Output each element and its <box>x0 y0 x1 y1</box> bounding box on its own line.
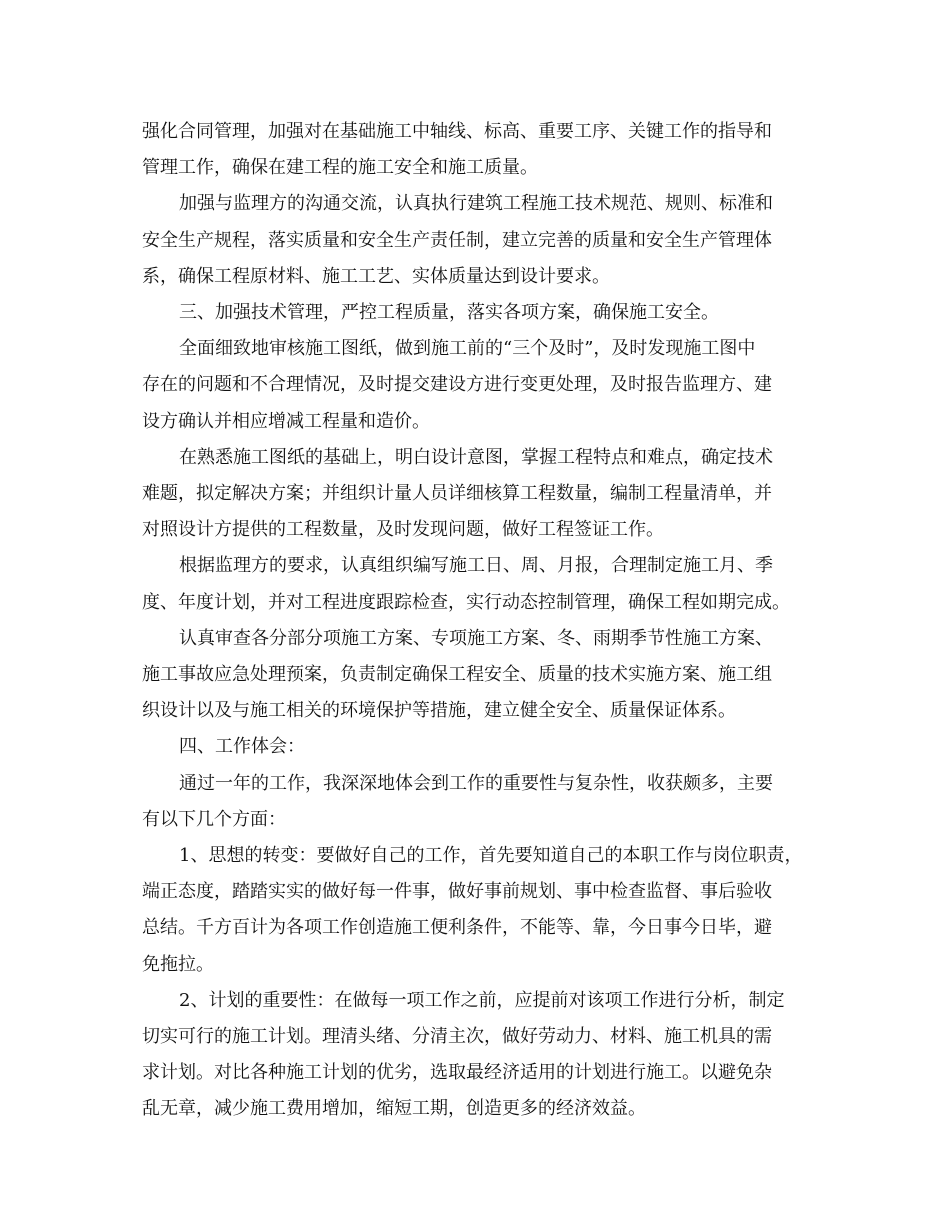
text-line: 免拖拉。 <box>142 953 214 975</box>
text-line: 织设计以及与施工相关的环境保护等措施，建立健全安全、质量保证体系。 <box>142 700 736 722</box>
paragraph-experience-intro <box>142 766 830 838</box>
text-line: 设方确认并相应增减工程量和造价。 <box>142 410 430 432</box>
text-line: 加强与监理方的沟通交流，认真执行建筑工程施工技术规范、规则、标准和 <box>179 193 773 215</box>
paragraph-drawing-review <box>142 331 830 440</box>
text-line: 存在的问题和不合理情况，及时提交建设方进行变更处理，及时报告监理方、建 <box>142 374 772 396</box>
text-line: 根据监理方的要求，认真组织编写施工日、周、月报，合理制定施工月、季 <box>179 555 773 577</box>
paragraph-design-intent <box>142 440 830 549</box>
text-line: 安全生产规程，落实质量和安全生产责任制，建立完善的质量和安全生产管理体 <box>142 229 772 251</box>
text-line: 难题，拟定解决方案；并组织计量人员详细核算工程数量，编制工程量清单，并 <box>142 483 772 505</box>
paragraph-supervision-communication <box>142 186 830 295</box>
text-line: 乱无章，减少施工费用增加，缩短工期，创造更多的经济效益。 <box>142 1098 646 1120</box>
text-line: 总结。千方百计为各项工作创造施工便利条件，不能等、靠，今日事今日毕，避 <box>142 917 772 939</box>
paragraph-contract-management <box>142 114 830 186</box>
text-line: 2、计划的重要性：在做每一项工作之前，应提前对该项工作进行分析，制定 <box>179 989 785 1011</box>
text-line: 切实可行的施工计划。理清头绪、分清主次，做好劳动力、材料、施工机具的需 <box>142 1026 772 1048</box>
text-line: 通过一年的工作，我深深地体会到工作的重要性与复杂性，收获颇多，主要 <box>179 772 773 794</box>
section-heading-work-experience <box>142 729 830 765</box>
text-line: 1、思想的转变：要做好自己的工作，首先要知道自己的本职工作与岗位职责， <box>179 845 803 867</box>
heading-text: 四、工作体会： <box>179 736 305 758</box>
paragraph-mindset-change <box>142 838 830 983</box>
paragraph-planning-importance <box>142 983 830 1128</box>
paragraph-progress-reports <box>142 548 830 620</box>
heading-text: 三、加强技术管理，严控工程质量，落实各项方案，确保施工安全。 <box>179 302 719 324</box>
text-line: 有以下几个方面： <box>142 808 286 830</box>
section-heading-technical-management <box>142 295 830 331</box>
text-line: 端正态度，踏踏实实的做好每一件事，做好事前规划、事中检查监督、事后验收 <box>142 881 772 903</box>
text-line: 在熟悉施工图纸的基础上，明白设计意图，掌握工程特点和难点，确定技术 <box>179 446 773 468</box>
text-line: 管理工作，确保在建工程的施工安全和施工质量。 <box>142 157 538 179</box>
paragraph-construction-plans <box>142 621 830 730</box>
text-line: 全面细致地审核施工图纸，做到施工前的“三个及时”，及时发现施工图中 <box>179 338 756 360</box>
text-line: 度、年度计划，并对工程进度跟踪检查，实行动态控制管理，确保工程如期完成。 <box>142 591 790 613</box>
text-line: 强化合同管理，加强对在基础施工中轴线、标高、重要工序、关键工作的指导和 <box>142 121 772 142</box>
text-line: 施工事故应急处理预案，负责制定确保工程安全、质量的技术实施方案、施工组 <box>142 664 772 686</box>
text-line: 求计划。对比各种施工计划的优劣，选取最经济适用的计划进行施工。以避免杂 <box>142 1062 772 1084</box>
text-line: 认真审查各分部分项施工方案、专项施工方案、冬、雨期季节性施工方案、 <box>179 627 773 649</box>
text-line: 对照设计方提供的工程数量，及时发现问题，做好工程签证工作。 <box>142 519 664 541</box>
text-line: 系，确保工程原材料、施工工艺、实体质量达到设计要求。 <box>142 265 610 287</box>
